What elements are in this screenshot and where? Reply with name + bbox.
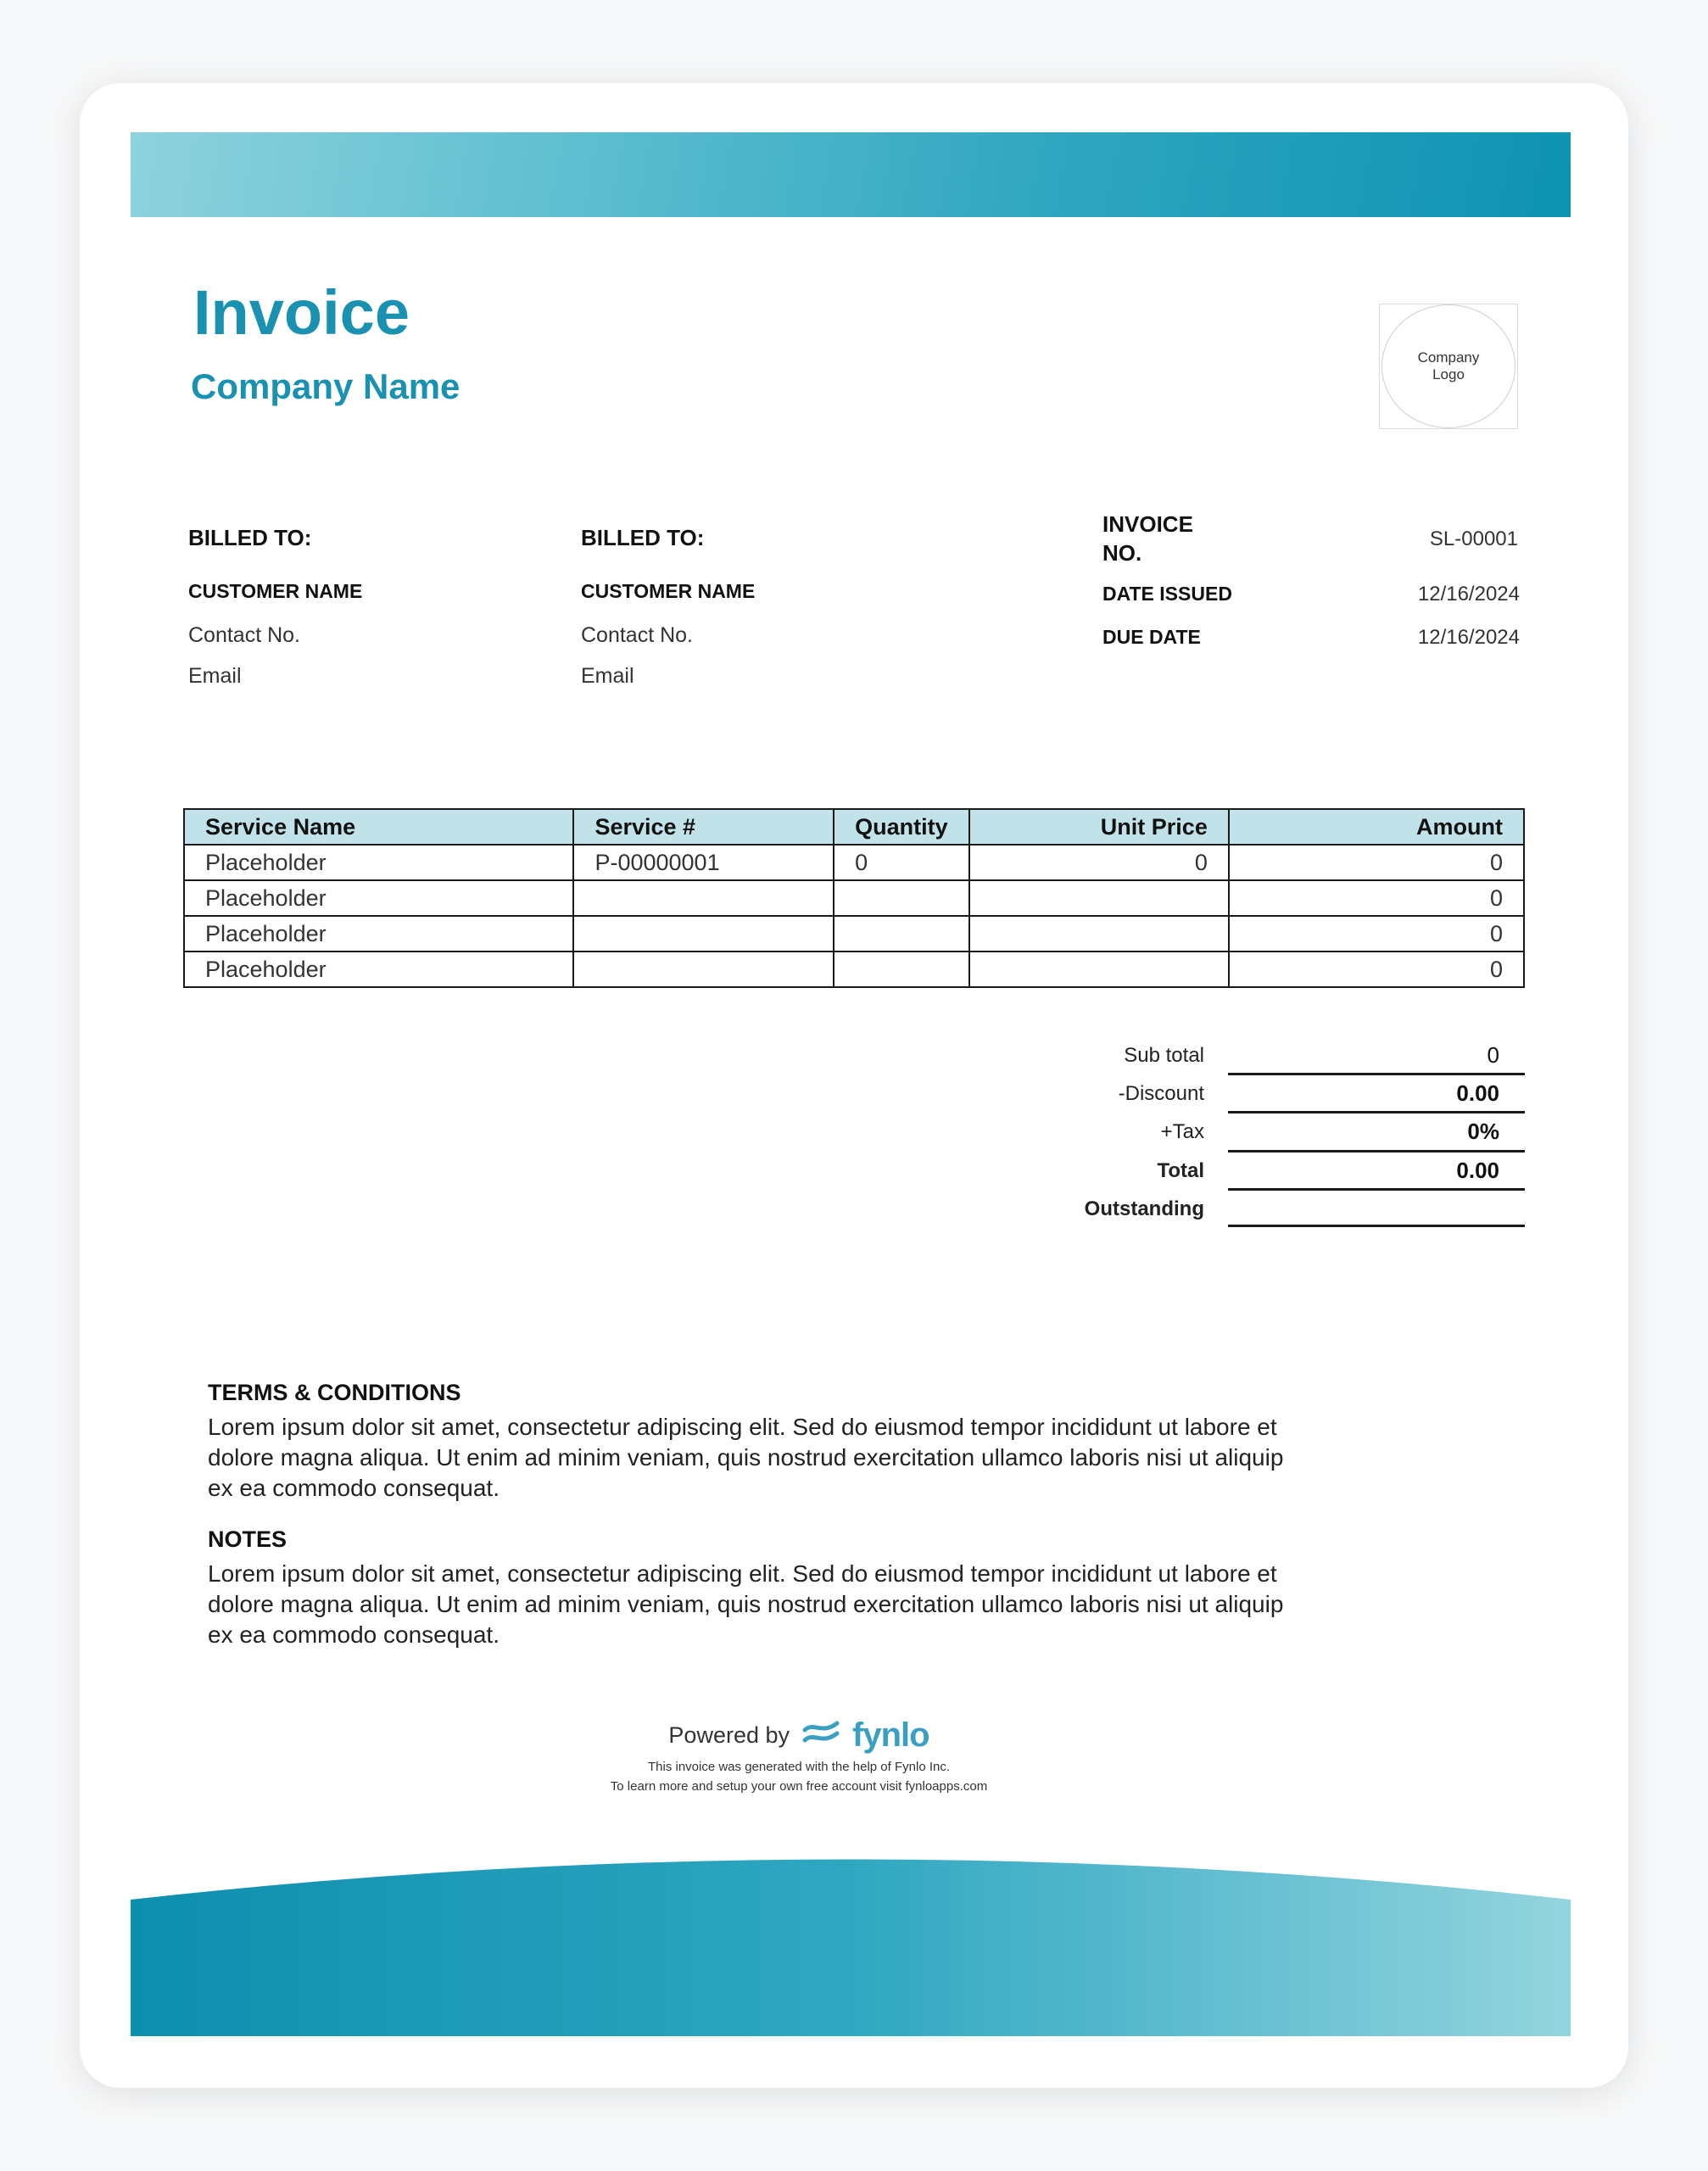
- contact-no: Contact No.: [188, 623, 301, 647]
- invoice-no-value: SL-00001: [1429, 527, 1518, 550]
- fynlo-wave-icon: [801, 1718, 840, 1753]
- cell-service-number: [573, 916, 834, 952]
- col-service-number: Service #: [573, 809, 834, 845]
- col-service-name: Service Name: [184, 809, 573, 845]
- billed-to-label: BILLED TO:: [188, 525, 312, 550]
- due-date-label: DUE DATE: [1102, 626, 1201, 648]
- cell-service-number: P-00000001: [573, 845, 834, 880]
- invoice-no-label-2: NO.: [1102, 540, 1142, 566]
- subtotal-underline: [1228, 1073, 1525, 1075]
- cell-quantity: 0: [834, 845, 969, 880]
- cell-amount: 0: [1229, 880, 1524, 916]
- table-row: [184, 916, 1524, 952]
- bottom-banner: [131, 1853, 1571, 2036]
- table-row: [184, 952, 1524, 987]
- col-quantity: Quantity: [834, 809, 969, 845]
- discount-label: -Discount: [1118, 1082, 1204, 1105]
- company-name: Company Name: [191, 366, 460, 406]
- customer-name-2: CUSTOMER NAME: [581, 580, 756, 602]
- email: Email: [188, 664, 242, 688]
- col-amount: Amount: [1229, 809, 1524, 845]
- date-issued-value: 12/16/2024: [1417, 583, 1520, 606]
- table-row: [184, 845, 1524, 880]
- table-row: [184, 880, 1524, 916]
- terms-line: Lorem ipsum dolor sit amet, consectetur adipiscing elit. Sed do eiusmod tempor incididunt ut labore et: [208, 1414, 1277, 1440]
- cell-quantity: [834, 952, 969, 987]
- fynlo-brand: fynlo: [852, 1716, 929, 1754]
- cell-amount: 0: [1229, 916, 1524, 952]
- total-value: 0.00: [1456, 1158, 1499, 1183]
- tax-label: +Tax: [1160, 1120, 1204, 1143]
- total-underline: [1228, 1188, 1525, 1191]
- date-issued-label: DATE ISSUED: [1102, 583, 1232, 605]
- outstanding-underline: [1228, 1225, 1525, 1227]
- subtotal-label: Sub total: [1124, 1044, 1204, 1067]
- notes-line: dolore magna aliqua. Ut enim ad minim veniam, quis nostrud exercitation ullamco laboris nisi ut aliquip: [208, 1591, 1284, 1617]
- invoice-title: Invoice: [193, 277, 410, 348]
- cell-unit-price: [969, 916, 1229, 952]
- logo-text-line1: Company: [1417, 349, 1480, 366]
- discount-value: 0.00: [1456, 1080, 1499, 1106]
- subtotal-value: 0: [1487, 1042, 1499, 1068]
- notes-text: [208, 1559, 1361, 1650]
- cell-quantity: [834, 880, 969, 916]
- cell-unit-price: [969, 952, 1229, 987]
- cell-service-name: Placeholder: [184, 880, 573, 916]
- tax-underline: [1228, 1150, 1525, 1152]
- invoice-no-label: INVOICE: [1102, 511, 1193, 537]
- cell-service-name: Placeholder: [184, 952, 573, 987]
- table-header-row: [184, 809, 1524, 845]
- tax-value: 0%: [1467, 1119, 1499, 1144]
- notes-line: ex ea commodo consequat.: [208, 1621, 500, 1648]
- cell-service-number: [573, 952, 834, 987]
- discount-underline: [1228, 1111, 1525, 1113]
- terms-line: dolore magna aliqua. Ut enim ad minim veniam, quis nostrud exercitation ullamco laboris nisi ut aliquip: [208, 1444, 1284, 1471]
- cell-unit-price: [969, 880, 1229, 916]
- footer-line-2: To learn more and setup your own free account visit fynloapps.com: [610, 1779, 988, 1794]
- powered-by: [0, 1716, 1598, 1755]
- cell-service-number: [573, 880, 834, 916]
- col-unit-price: Unit Price: [969, 809, 1229, 845]
- cell-unit-price: 0: [969, 845, 1229, 880]
- logo-text-line2: Logo: [1432, 366, 1465, 382]
- notes-line: Lorem ipsum dolor sit amet, consectetur adipiscing elit. Sed do eiusmod tempor incididunt ut labore et: [208, 1560, 1277, 1587]
- cell-amount: 0: [1229, 845, 1524, 880]
- top-banner: [131, 132, 1571, 217]
- terms-text: [208, 1412, 1361, 1504]
- total-label: Total: [1157, 1159, 1204, 1182]
- terms-line: ex ea commodo consequat.: [208, 1475, 500, 1501]
- items-table: [183, 808, 1525, 988]
- customer-name: CUSTOMER NAME: [188, 580, 363, 602]
- outstanding-label: Outstanding: [1084, 1197, 1204, 1220]
- cell-quantity: [834, 916, 969, 952]
- footer-line-1: This invoice was generated with the help of Fynlo Inc.: [647, 1760, 951, 1774]
- cell-service-name: Placeholder: [184, 916, 573, 952]
- company-logo: [1379, 304, 1518, 429]
- email-2: Email: [581, 664, 634, 688]
- due-date-value: 12/16/2024: [1417, 626, 1520, 649]
- cell-amount: 0: [1229, 952, 1524, 987]
- powered-by-text: Powered by: [668, 1722, 790, 1748]
- logo-placeholder: [1381, 304, 1515, 428]
- terms-title: TERMS & CONDITIONS: [208, 1380, 461, 1405]
- notes-title: NOTES: [208, 1526, 287, 1552]
- billed-to-label-2: BILLED TO:: [581, 525, 705, 550]
- cell-service-name: Placeholder: [184, 845, 573, 880]
- contact-no-2: Contact No.: [581, 623, 694, 647]
